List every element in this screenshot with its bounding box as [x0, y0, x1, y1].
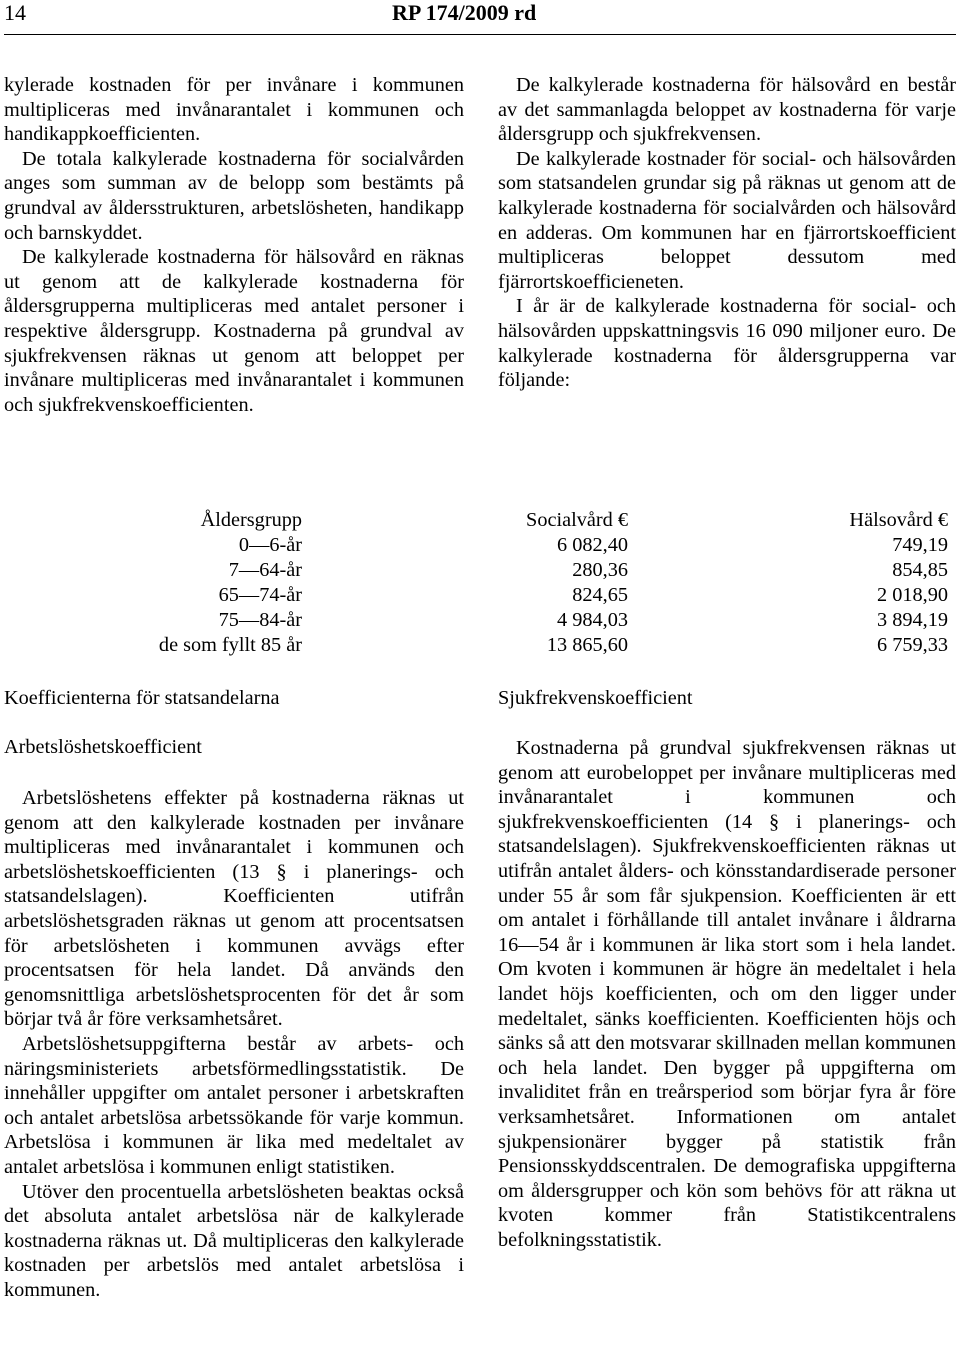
paragraph: Arbetslöshetsuppgifterna består av arbets- och näringsministeriets arbetsförmedlingsstatistik. De innehåller uppgifter om antalet personer i arbetskraften och antalet arbetslösa arbetssökande för varje kommun. Arbetslösa i kommunen är lika med medeltalet av antalet arbetslösa i kommunen enligt statistiken. — [4, 1032, 464, 1178]
table-header-age: Åldersgrupp — [200, 509, 302, 531]
table-cell: 3 894,19 — [877, 609, 948, 631]
paragraph: Utöver den procentuella arbetslösheten beaktas också det absoluta antalet arbetslösa när de kalkylerade kostnaderna räknas ut. Då multipliceras den kalkylerade kostnaden per arbetslös med antalet arbetslösa i kommunen. — [4, 1180, 464, 1301]
section-heading-unemployment: Arbetslöshetskoefficient — [4, 736, 202, 758]
left-column-top — [4, 73, 464, 417]
table-cell: 2 018,90 — [877, 584, 948, 606]
right-column-top — [498, 73, 956, 393]
table-social-column — [496, 508, 628, 658]
section-heading-sickness: Sjukfrekvenskoefficient — [498, 687, 693, 709]
table-cell: 4 984,03 — [557, 609, 628, 631]
left-column-bottom — [4, 786, 464, 1302]
paragraph: De totala kalkylerade kostnaderna för socialvården anges som summan av de belopp som bestämts på grundval av åldersstrukturen, arbetslösheten, handikapp och barnskyddet. — [4, 147, 464, 244]
paragraph: De kalkylerade kostnader för social- och hälsovården som statsandelen grundar sig på räknas ut genom att de kalkylerade kostnaderna för socialvården och hälsovård en adderas. Om kommunen har en fjärrortskoefficient multipliceras beloppet dessutom med fjärrortskoefficieneten. — [498, 147, 956, 293]
table-header-health: Hälsovård € — [849, 509, 948, 531]
table-cell: 13 865,60 — [546, 634, 628, 656]
table-cell: 824,65 — [572, 584, 628, 606]
table-cell: 75—84-år — [218, 609, 302, 631]
paragraph: De kalkylerade kostnaderna för hälsovård en räknas ut genom att de kalkylerade kostnaderna för åldersgrupperna multipliceras med antalet personer i respektive åldersgrupp. Kostnaderna på grundval av sjukfrekvensen räknas ut genom att beloppet per invånare multipliceras med invånarantalet i kommunen och sjukfrekvenskoefficienten. — [4, 246, 464, 416]
header-rule — [4, 34, 956, 35]
table-cell: 65—74-år — [218, 584, 302, 606]
table-cell: 6 759,33 — [877, 634, 948, 656]
paragraph: I år är de kalkylerade kostnaderna för social- och hälsovården uppskattningsvis 16 090 miljoner euro. De kalkylerade kostnaderna för åldersgrupperna var följande: — [498, 295, 956, 392]
table-health-column — [780, 508, 948, 658]
table-cell: 749,19 — [892, 534, 948, 556]
page-number: 14 — [4, 0, 26, 25]
table-cell: de som fyllt 85 år — [158, 634, 302, 656]
section-heading-coefficients: Koefficienterna för statsandelarna — [4, 687, 280, 709]
paragraph: Arbetslöshetens effekter på kostnaderna räknas ut genom att den kalkylerade kostnaden per invånare multipliceras med invånarantalet i kommunen och arbetslöshetskoefficienten (13 § i planerings- och statsandelslagen). Koefficienten utifrån arbetslöshetsgraden räknas ut genom att procentsatsen för arbetslösheten i kommunen avvägs efter procentsatsen för hela landet. Då används den genomsnittliga arbetslöshetsprocenten för det år som börjar två år före verksamhetsåret. — [4, 787, 464, 1031]
paragraph: De kalkylerade kostnaderna för hälsovård en består av det sammanlagda beloppet av kostnaderna för varje åldersgrupp och sjukfrekvensen. — [498, 74, 956, 146]
right-column-bottom — [498, 736, 956, 1252]
table-age-column — [100, 508, 302, 658]
table-cell: 7—64-år — [228, 559, 302, 581]
paragraph: kylerade kostnaden för per invånare i kommunen multipliceras med invånarantalet i kommunen och handikappkoefficienten. — [4, 74, 464, 146]
page-header — [0, 0, 960, 30]
table-cell: 280,36 — [572, 559, 628, 581]
table-header-social: Socialvård € — [526, 509, 628, 531]
table-cell: 854,85 — [892, 559, 948, 581]
table-cell: 0—6-år — [238, 534, 302, 556]
document-reference: RP 174/2009 rd — [392, 0, 537, 25]
table-cell: 6 082,40 — [557, 534, 628, 556]
paragraph: Kostnaderna på grundval sjukfrekvensen räknas ut genom att eurobeloppet per invånare multipliceras med invånarantalet i kommunen och sjukfrekvenskoefficienten (14 § i planerings- och statsandelslagen). Sjukfrekvenskoefficienten räknas ut utifrån antalet ålders- och könsstandardiserade personer under 55 år som får sjukpension. Koefficienten är ett om antalet i förhållande till antalet invånare i åldrarna 16—54 år i kommunen är lika stort som i hela landet. Om kvoten i kommunen är högre än medeltalet i hela landet höjs koefficienten, och om den ligger under medeltalet, sänks koefficienten. Koefficienten höjs och sänks så att den motsvarar skillnaden mellan kommunen och hela landet. Den bygger på uppgifterna om invaliditet från en treårsperiod som börjar fyra år före verksamhetsåret. Informationen om antalet sjukpensionärer bygger på statistik från Pensionsskyddscentralen. De demografiska uppgifterna om åldersgrupper och kön som behövs för att räkna ut kvoten kommer från Statistikcentralens befolkningsstatistik. — [498, 737, 956, 1251]
